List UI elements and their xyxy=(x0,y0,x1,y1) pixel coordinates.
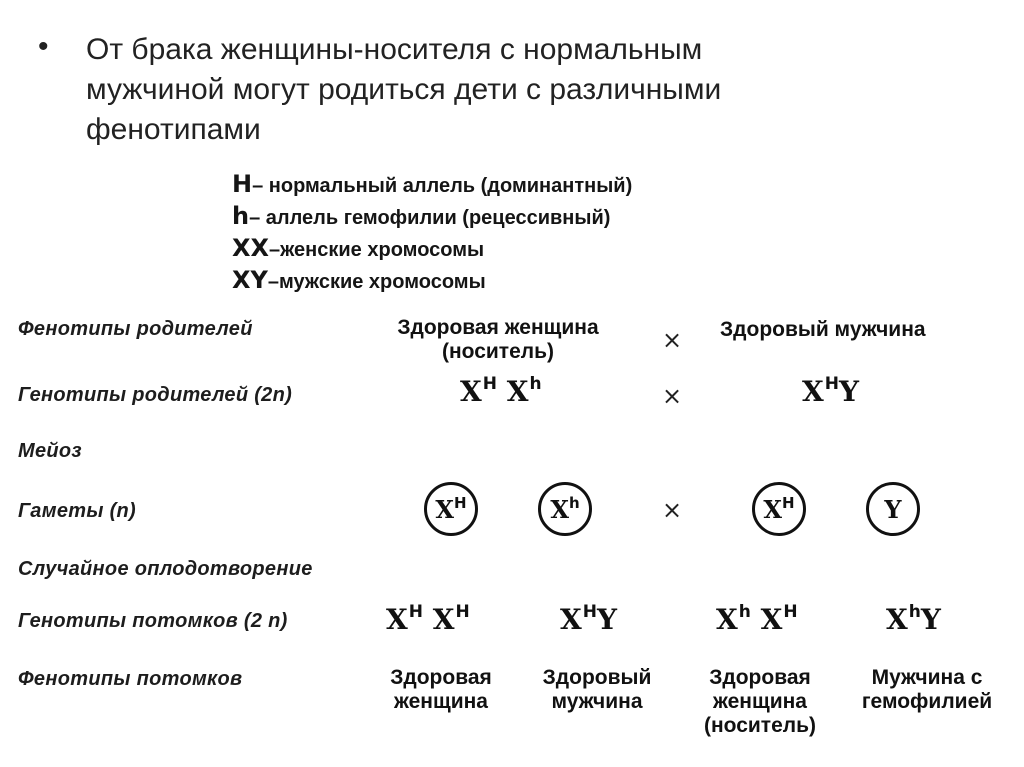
offspring-genotype-1: $X^H$ $X^H$ xyxy=(386,602,470,636)
legend-item-female xyxy=(232,234,484,262)
label-gametes: Гаметы (n) xyxy=(18,500,137,522)
legend-symbol: XY xyxy=(232,266,268,294)
parent-male-phenotype: Здоровый мужчина xyxy=(720,318,926,341)
legend-text: – аллель гемофилии (рецессивный) xyxy=(249,207,611,229)
label-offspring-phenotypes: Фенотипы потомков xyxy=(18,668,243,690)
offspring-genotype-3: $X^h$ $X^H$ xyxy=(716,602,798,636)
legend-text: –женские хромосомы xyxy=(269,239,485,261)
label-meiosis: Мейоз xyxy=(18,440,82,462)
legend-text: –мужские хромосомы xyxy=(267,271,486,293)
legend-item-dominant xyxy=(232,170,632,198)
gamete-circle-male-Y: Y xyxy=(866,482,920,536)
cross-symbol-gametes: × xyxy=(662,496,683,524)
label-fertilization: Случайное оплодотворение xyxy=(18,558,313,580)
offspring-phenotype-1: Здоровая женщина xyxy=(390,666,492,713)
offspring-genotype-2: $X^HY$ xyxy=(560,602,617,636)
parent-female-line1: Здоровая женщина xyxy=(397,316,599,339)
legend-symbol: XX xyxy=(232,234,270,262)
label-offspring-genotypes: Генотипы потомков (2 n) xyxy=(18,610,288,632)
gamete-circle-female-Xh: $X^h$ xyxy=(538,482,592,536)
offspring-phenotype-4: Мужчина с гемофилией xyxy=(861,666,993,713)
label-parent-genotypes: Генотипы родителей (2n) xyxy=(18,384,293,406)
bullet-line-3: фенотипами xyxy=(86,113,261,146)
cross-symbol-genotypes: × xyxy=(662,382,683,410)
legend-symbol: H xyxy=(232,170,253,198)
bullet-dot: • xyxy=(38,30,49,63)
parent-female-line2: (носитель) xyxy=(441,340,555,363)
bullet-line-1: От брака женщины-носителя с нормальным xyxy=(86,33,703,66)
parent-male-genotype: $X^HY$ xyxy=(802,374,859,408)
parent-female-genotype: $X^H$ $X^h$ xyxy=(460,374,542,408)
offspring-phenotype-2: Здоровый мужчина xyxy=(542,666,652,713)
cross-symbol-parents: × xyxy=(662,326,683,354)
legend-text: – нормальный аллель (доминантный) xyxy=(252,175,633,197)
offspring-genotype-4: $X^hY$ xyxy=(886,602,941,636)
legend-symbol: h xyxy=(232,202,250,230)
bullet-line-2: мужчиной могут родиться дети с различными xyxy=(86,73,722,106)
legend-item-recessive xyxy=(232,202,610,230)
label-parent-phenotypes: Фенотипы родителей xyxy=(18,318,253,340)
gamete-circle-female-XH: $X^H$ xyxy=(424,482,478,536)
offspring-phenotype-3: Здоровая женщина (носитель) xyxy=(703,666,817,737)
parent-female-phenotype xyxy=(358,316,638,364)
gamete-circle-male-XH: $X^H$ xyxy=(752,482,806,536)
legend-item-male xyxy=(232,266,486,294)
